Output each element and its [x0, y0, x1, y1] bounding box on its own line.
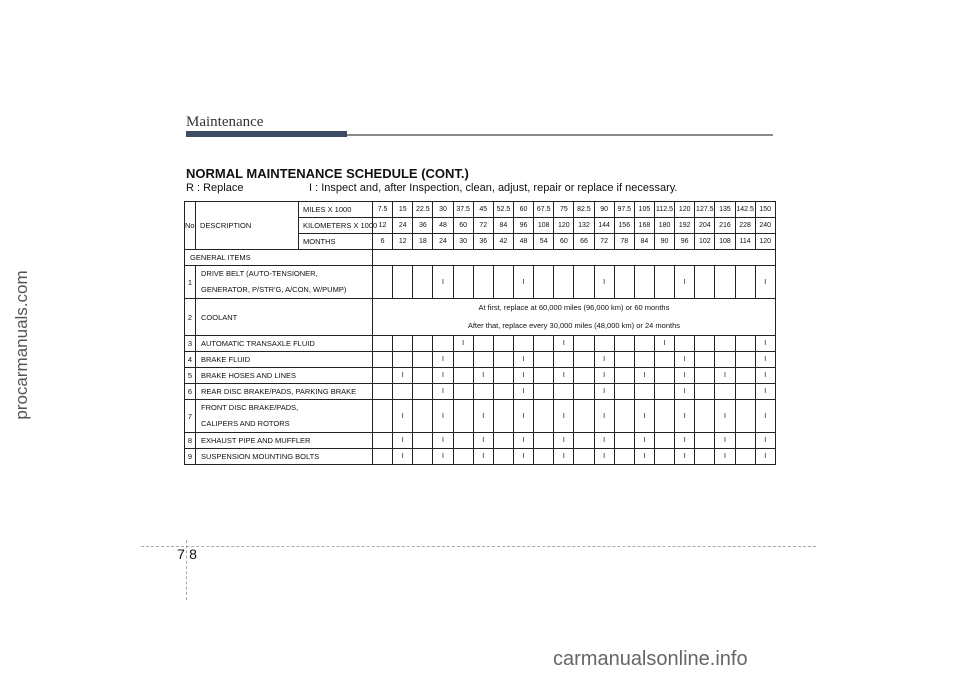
- service-mark: [453, 384, 473, 400]
- interval-value: 78: [614, 234, 634, 250]
- service-mark: [493, 384, 513, 400]
- table-row: [185, 368, 776, 384]
- service-mark: [513, 336, 533, 352]
- interval-value: 82.5: [574, 202, 594, 218]
- service-mark: [493, 433, 513, 449]
- service-mark: [715, 352, 735, 368]
- service-mark: I: [755, 433, 775, 449]
- service-mark: [654, 368, 674, 384]
- service-mark: I: [473, 433, 493, 449]
- chapter-number: 7: [177, 546, 185, 562]
- service-mark: [574, 400, 594, 433]
- maintenance-schedule-table: [184, 201, 776, 465]
- interval-value: 67.5: [534, 202, 554, 218]
- interval-value: 18: [413, 234, 433, 250]
- page-index: 8: [189, 546, 197, 562]
- service-mark: [554, 266, 574, 299]
- interval-value: 15: [393, 202, 413, 218]
- footer-divider: [141, 546, 816, 547]
- service-mark: [493, 266, 513, 299]
- service-mark: [574, 368, 594, 384]
- service-mark: [735, 336, 755, 352]
- service-mark: [473, 352, 493, 368]
- service-mark: [695, 384, 715, 400]
- interval-value: 114: [735, 234, 755, 250]
- item-description: BRAKE HOSES AND LINES: [196, 368, 373, 384]
- interval-value: 48: [433, 218, 453, 234]
- table-row: [185, 336, 776, 352]
- table-row: [185, 266, 776, 299]
- service-mark: [493, 368, 513, 384]
- interval-value: 84: [634, 234, 654, 250]
- service-mark: I: [755, 384, 775, 400]
- item-number: 1: [185, 266, 196, 299]
- service-mark: [695, 400, 715, 433]
- service-mark: [493, 336, 513, 352]
- service-mark: [654, 433, 674, 449]
- service-mark: [393, 352, 413, 368]
- service-mark: [735, 449, 755, 465]
- service-mark: I: [755, 336, 775, 352]
- service-mark: I: [634, 368, 654, 384]
- service-mark: [473, 336, 493, 352]
- service-mark: [473, 384, 493, 400]
- table-row: [185, 384, 776, 400]
- item-description: REAR DISC BRAKE/PADS, PARKING BRAKE: [196, 384, 373, 400]
- table-row: [185, 299, 776, 336]
- service-mark: [493, 400, 513, 433]
- service-mark: [534, 400, 554, 433]
- interval-value: 12: [393, 234, 413, 250]
- service-mark: [373, 449, 393, 465]
- interval-value: 112.5: [654, 202, 674, 218]
- interval-value: 156: [614, 218, 634, 234]
- section-title: Maintenance: [186, 114, 264, 130]
- page-number: [175, 546, 199, 562]
- interval-value: 228: [735, 218, 755, 234]
- service-mark: I: [675, 368, 695, 384]
- service-mark: [493, 352, 513, 368]
- service-mark: [735, 400, 755, 433]
- interval-value: 180: [654, 218, 674, 234]
- service-mark: I: [755, 449, 775, 465]
- item-number: 8: [185, 433, 196, 449]
- interval-value: 240: [755, 218, 775, 234]
- service-mark: [735, 266, 755, 299]
- service-mark: [413, 400, 433, 433]
- item-description: [196, 400, 373, 433]
- coolant-note-line1: At first, replace at 60,000 miles (96,000 km) or 60 months: [478, 303, 670, 312]
- service-mark: I: [433, 352, 453, 368]
- service-mark: [695, 336, 715, 352]
- interval-value: 75: [554, 202, 574, 218]
- service-mark: I: [594, 266, 614, 299]
- interval-value: 66: [574, 234, 594, 250]
- service-mark: [373, 384, 393, 400]
- service-mark: [453, 449, 473, 465]
- service-mark: I: [755, 352, 775, 368]
- service-mark: [413, 449, 433, 465]
- service-mark: [554, 352, 574, 368]
- interval-value: 120: [675, 202, 695, 218]
- service-mark: I: [393, 449, 413, 465]
- service-mark: [413, 368, 433, 384]
- item-description: AUTOMATIC TRANSAXLE FLUID: [196, 336, 373, 352]
- service-mark: [534, 449, 554, 465]
- service-mark: I: [675, 449, 695, 465]
- general-items-label: GENERAL ITEMS: [185, 250, 373, 266]
- service-mark: [634, 352, 654, 368]
- interval-value: 48: [513, 234, 533, 250]
- service-mark: [534, 336, 554, 352]
- interval-value: 60: [453, 218, 473, 234]
- interval-value: 108: [534, 218, 554, 234]
- service-mark: I: [594, 368, 614, 384]
- service-mark: [614, 449, 634, 465]
- table-row: [185, 400, 776, 433]
- service-mark: I: [594, 449, 614, 465]
- item-description-line1: FRONT DISC BRAKE/PADS,: [201, 403, 299, 412]
- service-mark: I: [433, 433, 453, 449]
- service-mark: [654, 384, 674, 400]
- service-mark: [574, 449, 594, 465]
- item-description: EXHAUST PIPE AND MUFFLER: [196, 433, 373, 449]
- service-mark: [413, 384, 433, 400]
- service-mark: I: [433, 368, 453, 384]
- service-mark: I: [453, 336, 473, 352]
- service-mark: [614, 433, 634, 449]
- interval-value: 96: [675, 234, 695, 250]
- item-number: 4: [185, 352, 196, 368]
- service-mark: I: [554, 336, 574, 352]
- service-mark: [715, 266, 735, 299]
- schedule-title: NORMAL MAINTENANCE SCHEDULE (CONT.): [186, 166, 469, 181]
- service-mark: [735, 368, 755, 384]
- service-mark: [735, 352, 755, 368]
- item-number: 2: [185, 299, 196, 336]
- service-mark: [534, 384, 554, 400]
- table-row: [185, 352, 776, 368]
- watermark-bottom: carmanualsonline.info: [553, 648, 748, 670]
- service-mark: I: [675, 266, 695, 299]
- item-number: 9: [185, 449, 196, 465]
- service-mark: [654, 400, 674, 433]
- service-mark: [413, 266, 433, 299]
- interval-value: 24: [433, 234, 453, 250]
- interval-value: 120: [554, 218, 574, 234]
- interval-value: 30: [453, 234, 473, 250]
- service-mark: [534, 352, 554, 368]
- interval-value: 135: [715, 202, 735, 218]
- interval-value: 150: [755, 202, 775, 218]
- interval-value: 12: [373, 218, 393, 234]
- service-mark: [554, 384, 574, 400]
- service-mark: [695, 352, 715, 368]
- service-mark: [634, 384, 654, 400]
- service-mark: [413, 433, 433, 449]
- service-mark: I: [755, 368, 775, 384]
- service-mark: [654, 449, 674, 465]
- interval-value: 72: [473, 218, 493, 234]
- general-items-row: [185, 250, 776, 266]
- service-mark: [413, 336, 433, 352]
- service-mark: I: [393, 368, 413, 384]
- service-mark: [393, 384, 413, 400]
- service-mark: [634, 336, 654, 352]
- service-mark: [695, 368, 715, 384]
- service-mark: [574, 266, 594, 299]
- service-mark: [614, 384, 634, 400]
- service-mark: [614, 400, 634, 433]
- service-mark: [735, 433, 755, 449]
- service-mark: I: [594, 400, 614, 433]
- interval-value: 132: [574, 218, 594, 234]
- service-mark: [373, 400, 393, 433]
- coolant-note: [373, 299, 776, 336]
- service-mark: [594, 336, 614, 352]
- interval-value: 192: [675, 218, 695, 234]
- service-mark: I: [473, 368, 493, 384]
- interval-value: 204: [695, 218, 715, 234]
- general-items-fill: [373, 250, 776, 266]
- service-mark: [453, 400, 473, 433]
- item-description-line1: DRIVE BELT (AUTO-TENSIONER,: [201, 269, 318, 278]
- interval-value: 97.5: [614, 202, 634, 218]
- service-mark: I: [473, 400, 493, 433]
- unit-row: [185, 202, 776, 218]
- service-mark: [574, 433, 594, 449]
- service-mark: [373, 336, 393, 352]
- service-mark: [373, 368, 393, 384]
- service-mark: I: [715, 449, 735, 465]
- service-mark: I: [715, 433, 735, 449]
- service-mark: [373, 352, 393, 368]
- interval-value: 42: [493, 234, 513, 250]
- interval-value: 30: [433, 202, 453, 218]
- item-number: 3: [185, 336, 196, 352]
- column-header-no: No.: [185, 202, 196, 250]
- service-mark: I: [755, 266, 775, 299]
- service-mark: I: [755, 400, 775, 433]
- interval-value: 22.5: [413, 202, 433, 218]
- column-header-description: DESCRIPTION: [196, 202, 299, 250]
- service-mark: I: [513, 368, 533, 384]
- interval-value: 102: [695, 234, 715, 250]
- interval-value: 108: [715, 234, 735, 250]
- table-row: [185, 433, 776, 449]
- interval-value: 168: [634, 218, 654, 234]
- service-mark: [453, 352, 473, 368]
- unit-label: MILES X 1000: [299, 202, 373, 218]
- service-mark: [574, 352, 594, 368]
- service-mark: I: [393, 400, 413, 433]
- service-mark: I: [554, 433, 574, 449]
- service-mark: I: [473, 449, 493, 465]
- service-mark: I: [433, 449, 453, 465]
- interval-value: 54: [534, 234, 554, 250]
- interval-value: 120: [755, 234, 775, 250]
- service-mark: [634, 266, 654, 299]
- service-mark: I: [634, 433, 654, 449]
- service-mark: I: [594, 384, 614, 400]
- service-mark: [695, 433, 715, 449]
- service-mark: I: [594, 433, 614, 449]
- interval-value: 142.5: [735, 202, 755, 218]
- service-mark: I: [715, 368, 735, 384]
- interval-value: 24: [393, 218, 413, 234]
- service-mark: I: [554, 449, 574, 465]
- service-mark: [453, 266, 473, 299]
- service-mark: I: [433, 384, 453, 400]
- interval-value: 45: [473, 202, 493, 218]
- service-mark: [413, 352, 433, 368]
- service-mark: I: [715, 400, 735, 433]
- interval-value: 105: [634, 202, 654, 218]
- watermark-left: procarmanuals.com: [12, 270, 31, 420]
- interval-value: 90: [594, 202, 614, 218]
- service-mark: [453, 368, 473, 384]
- interval-value: 36: [413, 218, 433, 234]
- service-mark: I: [513, 433, 533, 449]
- service-mark: I: [675, 384, 695, 400]
- interval-value: 60: [513, 202, 533, 218]
- service-mark: [614, 336, 634, 352]
- service-mark: [534, 433, 554, 449]
- service-mark: I: [513, 266, 533, 299]
- legend-replace: R : Replace: [186, 182, 244, 194]
- service-mark: [735, 384, 755, 400]
- service-mark: [654, 352, 674, 368]
- service-mark: I: [634, 449, 654, 465]
- service-mark: [393, 336, 413, 352]
- interval-value: 72: [594, 234, 614, 250]
- item-number: 5: [185, 368, 196, 384]
- legend-inspect: I : Inspect and, after Inspection, clean, adjust, repair or replace if necessary.: [309, 182, 678, 194]
- interval-value: 127.5: [695, 202, 715, 218]
- interval-value: 90: [654, 234, 674, 250]
- service-mark: I: [675, 400, 695, 433]
- service-mark: [695, 449, 715, 465]
- service-mark: [453, 433, 473, 449]
- service-mark: I: [433, 266, 453, 299]
- item-description: COOLANT: [196, 299, 373, 336]
- service-mark: [493, 449, 513, 465]
- service-mark: [473, 266, 493, 299]
- item-number: 7: [185, 400, 196, 433]
- header-accent-bar: [186, 131, 347, 137]
- interval-value: 7.5: [373, 202, 393, 218]
- service-mark: [614, 266, 634, 299]
- table-row: [185, 449, 776, 465]
- service-mark: I: [513, 352, 533, 368]
- interval-value: 96: [513, 218, 533, 234]
- item-description-line2: GENERATOR, P/STR'G, A/CON, W/PUMP): [201, 285, 347, 294]
- interval-value: 60: [554, 234, 574, 250]
- service-mark: [715, 384, 735, 400]
- service-mark: [614, 352, 634, 368]
- service-mark: [695, 266, 715, 299]
- service-mark: I: [654, 336, 674, 352]
- coolant-note-line2: After that, replace every 30,000 miles (48,000 km) or 24 months: [467, 321, 680, 330]
- service-mark: I: [675, 433, 695, 449]
- service-mark: [574, 336, 594, 352]
- item-number: 6: [185, 384, 196, 400]
- service-mark: I: [594, 352, 614, 368]
- interval-value: 84: [493, 218, 513, 234]
- service-mark: I: [393, 433, 413, 449]
- unit-label: MONTHS: [299, 234, 373, 250]
- service-mark: I: [433, 400, 453, 433]
- interval-value: 216: [715, 218, 735, 234]
- item-description: [196, 266, 373, 299]
- interval-value: 36: [473, 234, 493, 250]
- service-mark: [675, 336, 695, 352]
- service-mark: [574, 384, 594, 400]
- service-mark: I: [554, 368, 574, 384]
- service-mark: [433, 336, 453, 352]
- service-mark: [614, 368, 634, 384]
- service-mark: [654, 266, 674, 299]
- service-mark: I: [513, 400, 533, 433]
- service-mark: I: [513, 384, 533, 400]
- unit-label: KILOMETERS X 1000: [299, 218, 373, 234]
- service-mark: I: [513, 449, 533, 465]
- service-mark: I: [554, 400, 574, 433]
- interval-value: 52.5: [493, 202, 513, 218]
- service-mark: [534, 368, 554, 384]
- item-description-line2: CALIPERS AND ROTORS: [201, 419, 290, 428]
- item-description: SUSPENSION MOUNTING BOLTS: [196, 449, 373, 465]
- interval-value: 144: [594, 218, 614, 234]
- service-mark: I: [675, 352, 695, 368]
- service-mark: [715, 336, 735, 352]
- interval-value: 6: [373, 234, 393, 250]
- interval-value: 37.5: [453, 202, 473, 218]
- service-mark: [393, 266, 413, 299]
- service-mark: [534, 266, 554, 299]
- service-mark: [373, 266, 393, 299]
- service-mark: I: [634, 400, 654, 433]
- item-description: BRAKE FLUID: [196, 352, 373, 368]
- service-mark: [373, 433, 393, 449]
